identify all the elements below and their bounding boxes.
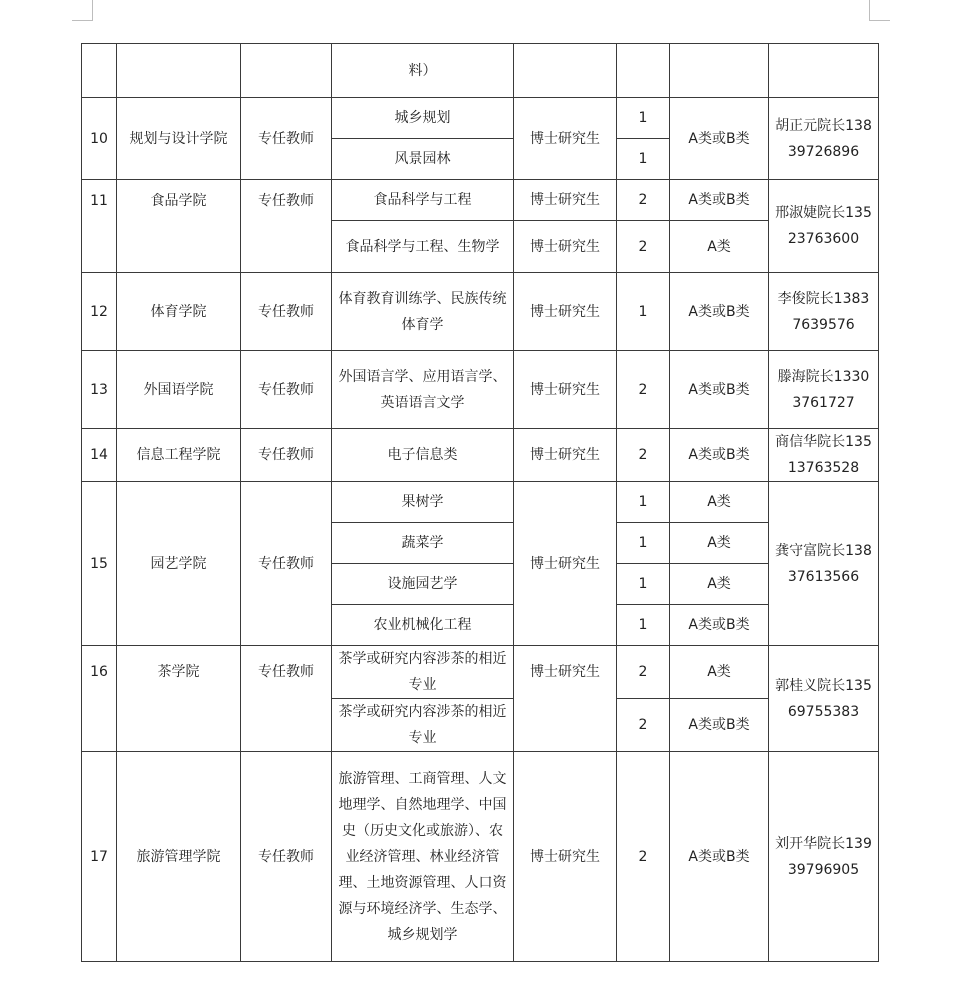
major-cell: 茶学或研究内容涉茶的相近专业 <box>332 699 514 752</box>
contact-cell: 郭桂义院长13569755383 <box>769 646 879 752</box>
row-number: 12 <box>82 273 117 351</box>
major-cell: 外国语言学、应用语言学、英语语言文学 <box>332 351 514 429</box>
position-cell: 专任教师 <box>241 98 332 180</box>
department-cell: 信息工程学院 <box>117 429 241 482</box>
contact-cell: 龚守富院长13837613566 <box>769 482 879 646</box>
row-number <box>82 44 117 98</box>
crop-mark-right <box>869 0 890 21</box>
position-cell: 专任教师 <box>241 429 332 482</box>
count-cell: 1 <box>617 482 670 523</box>
department-cell: 茶学院 <box>117 646 241 752</box>
degree-cell: 博士研究生 <box>514 98 617 180</box>
degree-cell: 博士研究生 <box>514 273 617 351</box>
category-cell: A类或B类 <box>670 429 769 482</box>
position-cell: 专任教师 <box>241 180 332 273</box>
row-number: 16 <box>82 646 117 752</box>
major-cell: 果树学 <box>332 482 514 523</box>
recruitment-table <box>81 43 879 962</box>
category-cell: A类或B类 <box>670 752 769 962</box>
major-cell: 风景园林 <box>332 139 514 180</box>
degree-cell: 博士研究生 <box>514 351 617 429</box>
contact-cell: 刘开华院长13939796905 <box>769 752 879 962</box>
contact-cell: 李俊院长13837639576 <box>769 273 879 351</box>
table-row <box>82 646 879 699</box>
major-cell: 城乡规划 <box>332 98 514 139</box>
category-cell: A类或B类 <box>670 273 769 351</box>
department-cell: 体育学院 <box>117 273 241 351</box>
row-number: 14 <box>82 429 117 482</box>
category-cell: A类 <box>670 564 769 605</box>
row-number: 15 <box>82 482 117 646</box>
degree-cell: 博士研究生 <box>514 429 617 482</box>
row-number: 11 <box>82 180 117 273</box>
table-row <box>82 273 879 351</box>
position-cell: 专任教师 <box>241 482 332 646</box>
major-cell: 食品科学与工程、生物学 <box>332 221 514 273</box>
position-cell <box>241 44 332 98</box>
department-cell: 规划与设计学院 <box>117 98 241 180</box>
department-cell: 食品学院 <box>117 180 241 273</box>
crop-mark-left <box>72 0 93 21</box>
category-cell: A类或B类 <box>670 699 769 752</box>
category-cell: A类 <box>670 221 769 273</box>
count-cell: 2 <box>617 221 670 273</box>
row-number: 10 <box>82 98 117 180</box>
count-cell <box>617 44 670 98</box>
degree-cell: 博士研究生 <box>514 180 617 221</box>
count-cell: 1 <box>617 564 670 605</box>
count-cell: 1 <box>617 605 670 646</box>
count-cell: 1 <box>617 273 670 351</box>
contact-cell <box>769 44 879 98</box>
count-cell: 1 <box>617 523 670 564</box>
department-cell: 外国语学院 <box>117 351 241 429</box>
degree-cell: 博士研究生 <box>514 221 617 273</box>
position-cell: 专任教师 <box>241 646 332 752</box>
count-cell: 1 <box>617 139 670 180</box>
category-cell: A类 <box>670 646 769 699</box>
major-cell: 体育教育训练学、民族传统体育学 <box>332 273 514 351</box>
major-cell: 茶学或研究内容涉茶的相近专业 <box>332 646 514 699</box>
contact-cell: 胡正元院长13839726896 <box>769 98 879 180</box>
count-cell: 2 <box>617 351 670 429</box>
department-cell: 旅游管理学院 <box>117 752 241 962</box>
table-row <box>82 429 879 482</box>
major-cell: 旅游管理、工商管理、人文地理学、自然地理学、中国史（历史文化或旅游）、农业经济管理、林业经济管理、土地资源管理、人口资源与环境经济学、生态学、城乡规划学 <box>332 752 514 962</box>
department-cell: 园艺学院 <box>117 482 241 646</box>
major-cell: 农业机械化工程 <box>332 605 514 646</box>
category-cell: A类 <box>670 523 769 564</box>
category-cell: A类或B类 <box>670 98 769 180</box>
count-cell: 2 <box>617 752 670 962</box>
table-row <box>82 44 879 98</box>
position-cell: 专任教师 <box>241 351 332 429</box>
degree-cell <box>514 44 617 98</box>
category-cell: A类或B类 <box>670 351 769 429</box>
table-row <box>82 180 879 221</box>
category-cell: A类 <box>670 482 769 523</box>
table-row <box>82 351 879 429</box>
major-cell: 设施园艺学 <box>332 564 514 605</box>
category-cell <box>670 44 769 98</box>
major-cell: 食品科学与工程 <box>332 180 514 221</box>
department-cell <box>117 44 241 98</box>
major-cell: 料） <box>332 44 514 98</box>
degree-cell: 博士研究生 <box>514 752 617 962</box>
row-number: 13 <box>82 351 117 429</box>
major-cell: 蔬菜学 <box>332 523 514 564</box>
count-cell: 1 <box>617 98 670 139</box>
major-cell: 电子信息类 <box>332 429 514 482</box>
table-row <box>82 98 879 139</box>
degree-cell: 博士研究生 <box>514 482 617 646</box>
category-cell: A类或B类 <box>670 605 769 646</box>
position-cell: 专任教师 <box>241 752 332 962</box>
table-row <box>82 752 879 962</box>
count-cell: 2 <box>617 180 670 221</box>
degree-cell: 博士研究生 <box>514 646 617 752</box>
count-cell: 2 <box>617 699 670 752</box>
contact-cell: 滕海院长13303761727 <box>769 351 879 429</box>
row-number: 17 <box>82 752 117 962</box>
count-cell: 2 <box>617 429 670 482</box>
table-row <box>82 482 879 523</box>
position-cell: 专任教师 <box>241 273 332 351</box>
count-cell: 2 <box>617 646 670 699</box>
contact-cell: 邢淑婕院长13523763600 <box>769 180 879 273</box>
contact-cell: 商信华院长13513763528 <box>769 429 879 482</box>
category-cell: A类或B类 <box>670 180 769 221</box>
